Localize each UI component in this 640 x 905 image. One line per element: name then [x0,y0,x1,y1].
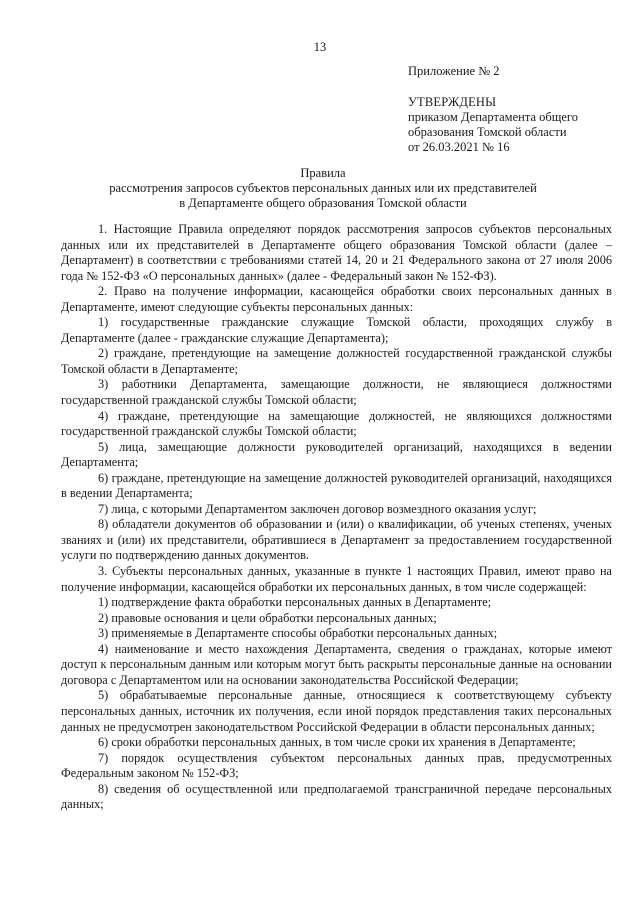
paragraph: 3. Субъекты персональных данных, указанные в пункте 1 настоящих Правил, имеют право на получение информации, касающейся обработки их персональных данных, в том числе содержащей: [61,564,612,594]
approval-line-2: образования Томской области [408,125,567,139]
approval-line-3: от 26.03.2021 № 16 [408,140,510,154]
paragraph: 1) подтверждение факта обработки персональных данных в Департаменте; [98,595,492,610]
appendix-label: Приложение № 2 [408,64,500,78]
paragraph: 1. Настоящие Правила определяют порядок рассмотрения запросов субъектов персональных данных или их представителей в Департаменте общего образования Томской области (далее – Департамент) в соответствии с требованиями статей 14, 20 и 21 Федерального закона от 27 июля 2006 года № 152-ФЗ «О персональных данных» (далее - Федеральный закон № 152-ФЗ). [61,222,612,283]
paragraph: 2. Право на получение информации, касающейся обработки своих персональных данных в Департаменте, имеют следующие субъекты персональных данных: [61,284,612,314]
approval-line-1: приказом Департамента общего [408,110,578,124]
approved-label: УТВЕРЖДЕНЫ [408,95,497,109]
paragraph: 8) сведения об осуществленной или предполагаемой трансграничной передаче персональных данных; [61,781,612,812]
document-title [40,166,606,211]
paragraph: 7) лица, с которыми Департаментом заключен договор возмездного оказания услуг; [98,501,537,516]
paragraph: 5) обрабатываемые персональные данные, относящиеся к соответствующему субъекту персональных данных, источник их получения, если иной порядок представления таких персональных данных не предусмотрен законодательством Российской Федерации в области персональных данных; [61,688,612,734]
paragraph: 2) граждане, претендующие на замещение должностей государственной гражданской службы Томской области в Департаменте; [61,346,612,376]
paragraph: 4) наименование и место нахождения Департамента, сведения о гражданах, которые имеют доступ к персональным данным или которым могут быть раскрыты персональные данные на основании договора с Департаментом или на основании законодательства Российской Федерации; [61,641,612,687]
paragraph: 8) обладатели документов об образовании и (или) о квалификации, об ученых степенях, ученых званиях и (или) их представители, обратившиеся в Департамент за предоставлением государственной услуги по подтверждению данных документов. [61,517,612,563]
paragraph: 6) граждане, претендующие на замещение должностей руководителей организаций, находящихся в ведении Департамента; [61,470,612,501]
title-line-1: Правила [300,166,346,180]
paragraph: 2) правовые основания и цели обработки персональных данных; [98,610,437,625]
document-body [61,222,612,813]
paragraph: 1) государственные гражданские служащие Томской области, проходящих службу в Департаменте (далее - гражданские служащие Департамента); [61,315,612,345]
paragraph: 3) работники Департамента, замещающие должности, не являющиеся должностями государственной гражданской службы Томской области; [61,377,612,408]
paragraph: 5) лица, замещающие должности руководителей организаций, находящихся в ведении Департамента; [61,439,612,470]
title-line-3: в Департаменте общего образования Томской области [179,196,467,210]
paragraph: 3) применяемые в Департаменте способы обработки персональных данных; [98,626,498,641]
approval-block [408,64,633,155]
page-number: 13 [313,40,327,54]
paragraph: 6) сроки обработки персональных данных, в том числе сроки их хранения в Департаменте; [98,735,576,750]
paragraph: 4) граждане, претендующие на замещающие должностей, не являющихся должностями государственной гражданской службы Томской области; [61,408,612,439]
title-line-2: рассмотрения запросов субъектов персональных данных или их представителей [109,181,537,195]
paragraph: 7) порядок осуществления субъектом персональных данных прав, предусмотренных Федеральным законом № 152-ФЗ; [61,750,612,781]
